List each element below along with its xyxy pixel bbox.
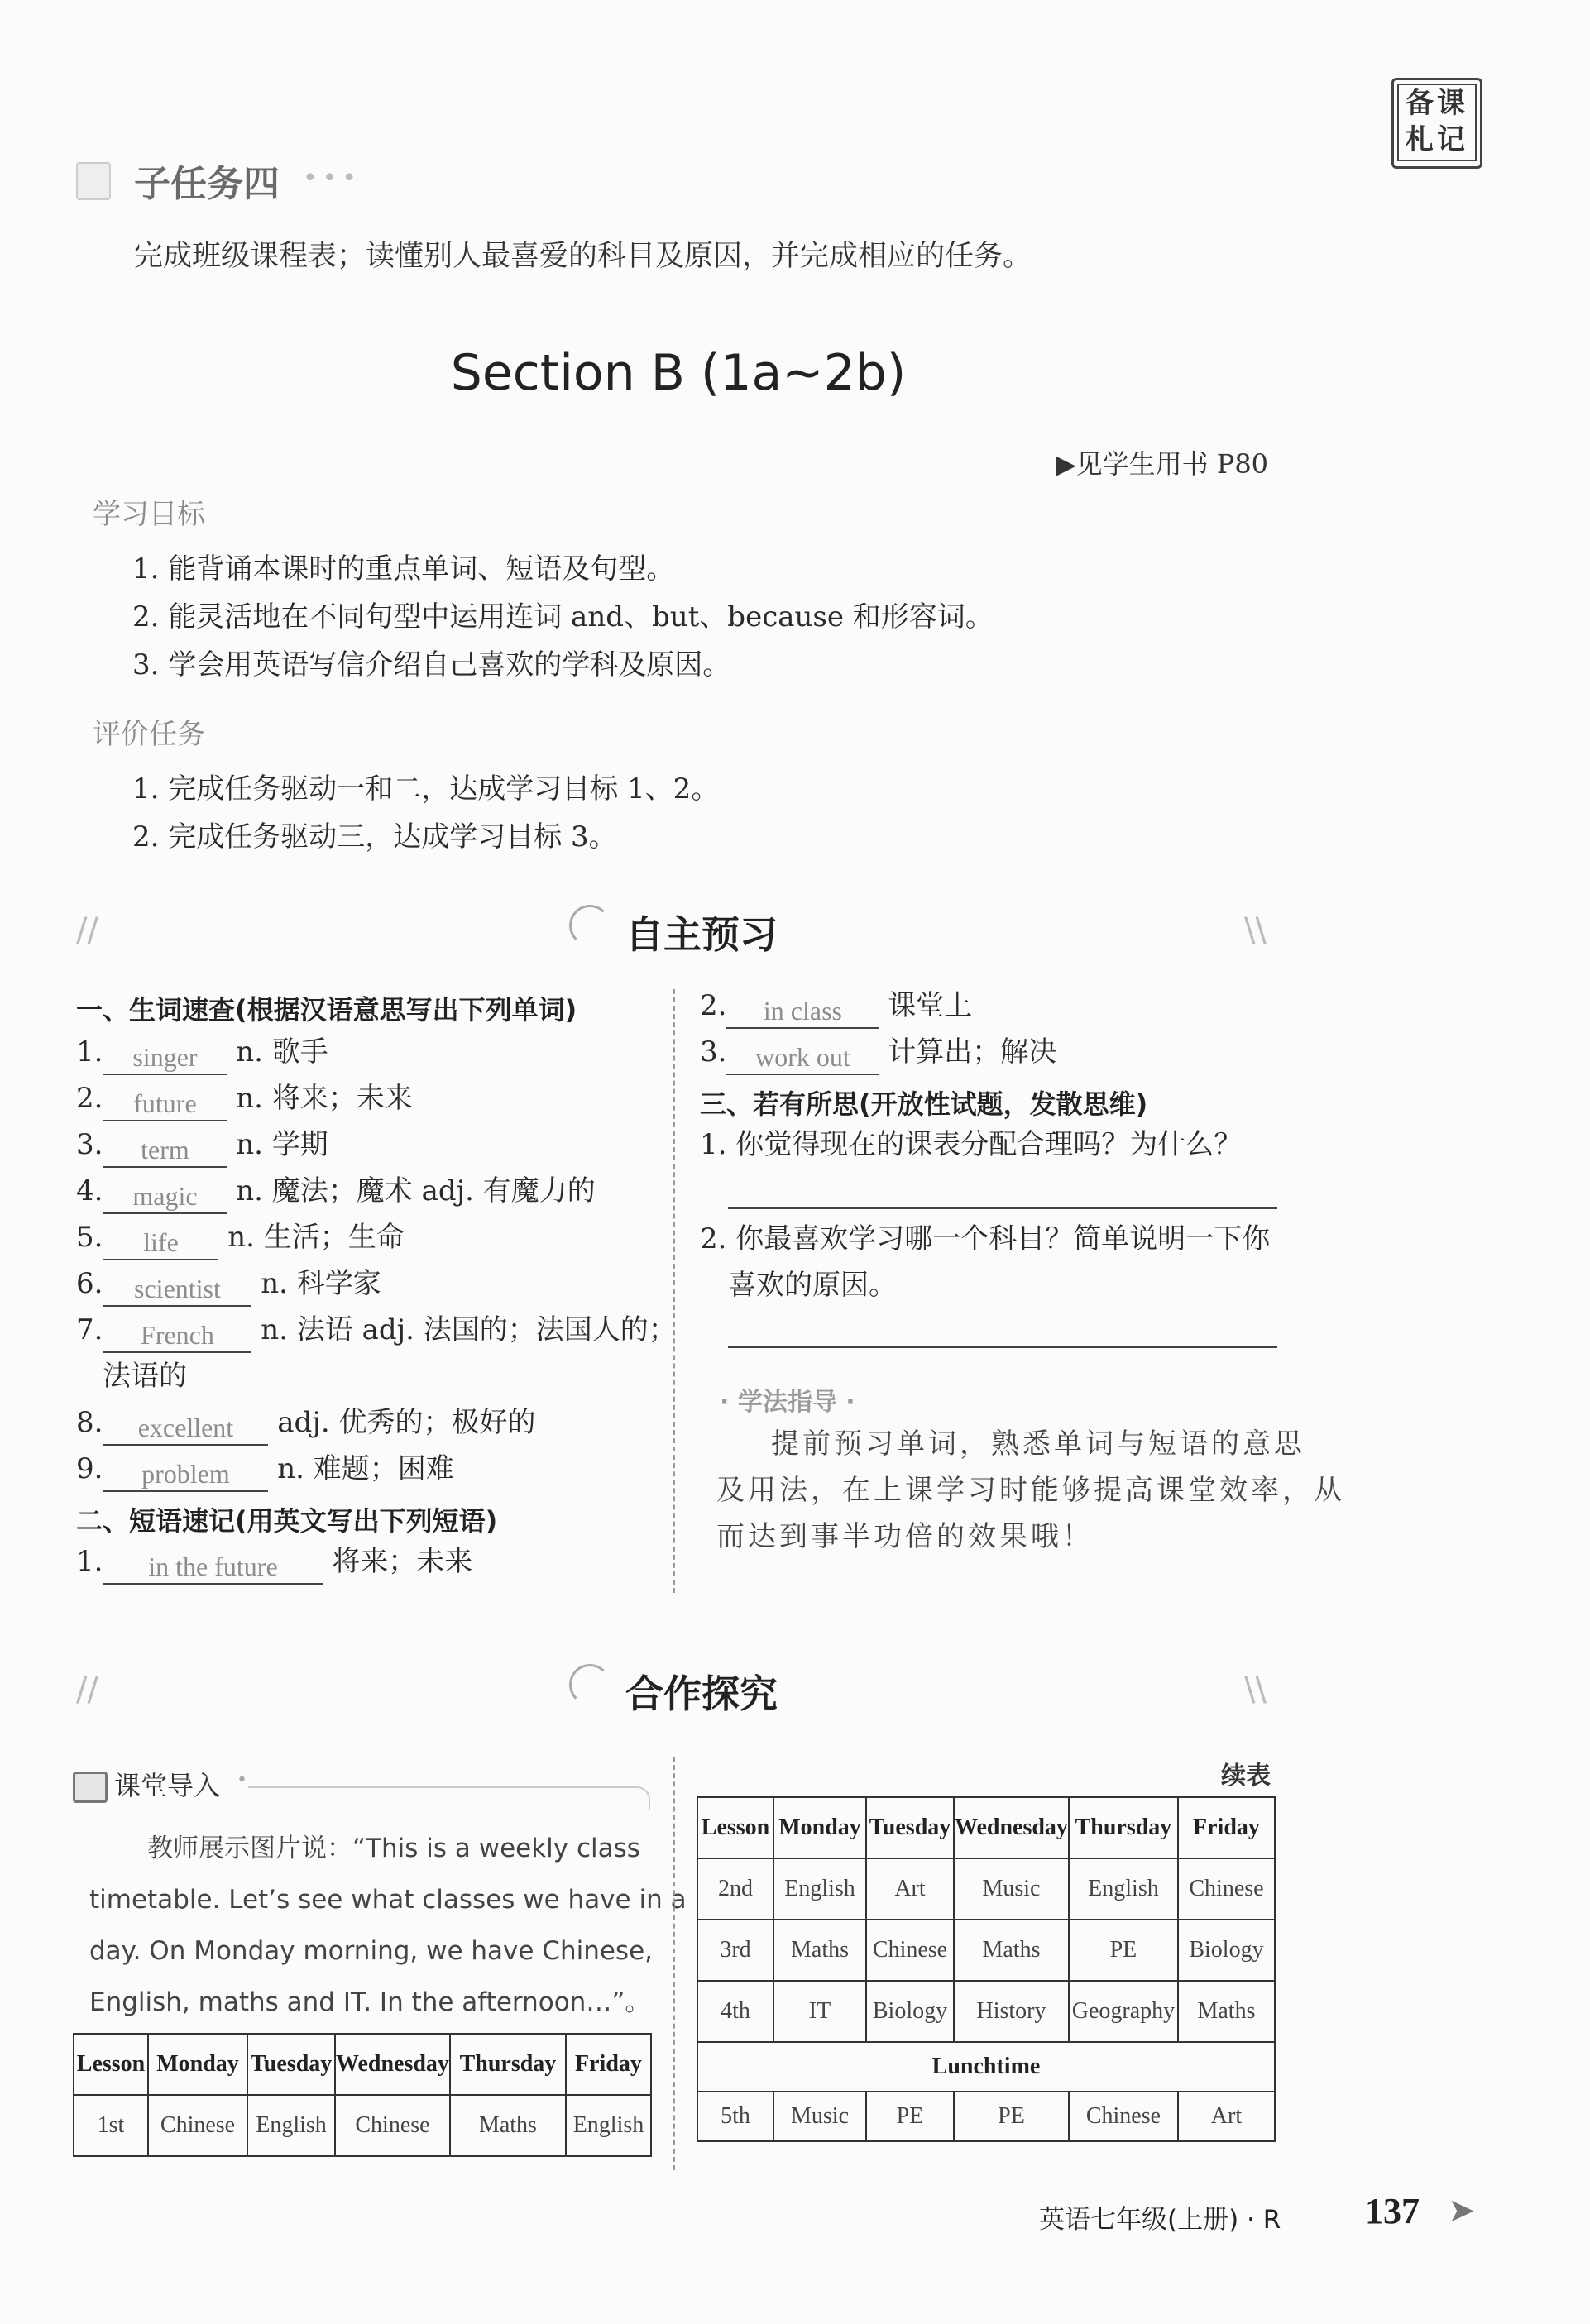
word7-continuation: 法语的 <box>103 1360 187 1393</box>
question-2-cont: 喜欢的原因。 <box>728 1269 897 1302</box>
intro-title: 课堂导入 <box>114 1770 221 1801</box>
word-num: 3. <box>76 1128 103 1161</box>
table-cell: PE <box>954 2092 1069 2141</box>
table-cell: Geography <box>1069 1981 1178 2042</box>
table-cell: Art <box>1178 2092 1275 2141</box>
left-slash-icon: // <box>76 911 98 949</box>
word-row <box>76 1260 381 1307</box>
table-cell: 2nd <box>697 1858 773 1920</box>
header-wednesday: Wednesday <box>335 2034 450 2095</box>
notes-stamp <box>1391 78 1482 169</box>
intro-line: timetable. Let’s see what classes we have in a <box>89 1885 687 1915</box>
table-cell: 1st <box>74 2095 148 2156</box>
phrase-row <box>700 1029 1056 1075</box>
page-number: 137 <box>1365 2191 1420 2231</box>
table-cell: 5th <box>697 2092 773 2141</box>
column-divider <box>673 1757 675 2170</box>
table-cell: Chinese <box>1178 1858 1275 1920</box>
table-cell: 4th <box>697 1981 773 2042</box>
subtask-desc: 完成班级课程表；读懂别人最喜爱的科目及原因，并完成相应的任务。 <box>134 240 1032 273</box>
eval-1: 1. 完成任务驱动一和二，达成学习目标 1、2。 <box>132 772 720 806</box>
header-monday: Monday <box>773 1797 866 1858</box>
word-row <box>76 1168 596 1214</box>
header-tuesday: Tuesday <box>866 1797 954 1858</box>
word-meaning: adj. 优秀的；极好的 <box>277 1406 536 1439</box>
word-meaning: n. 科学家 <box>261 1267 381 1300</box>
lunch-row <box>697 2042 1275 2092</box>
word-answer: future <box>103 1087 227 1121</box>
word-num: 2. <box>76 1082 103 1115</box>
book-label: 英语七年级(上册) · R <box>1039 2205 1281 2235</box>
answer-line <box>728 1346 1277 1348</box>
table-cell: Maths <box>1178 1981 1275 2042</box>
word-num: 6. <box>76 1267 103 1300</box>
table-row <box>697 1920 1275 1981</box>
subtask-icon <box>76 162 111 200</box>
header-monday: Monday <box>148 2034 247 2095</box>
word-num: 4. <box>76 1174 103 1207</box>
stamp-line-2: 札记 <box>1406 123 1468 156</box>
eval-heading: 评价任务 <box>93 718 205 751</box>
question-2: 2. 你最喜欢学习哪一个科目？简单说明一下你 <box>700 1222 1271 1255</box>
table-cell: English <box>566 2095 651 2156</box>
table-cell: Biology <box>1178 1920 1275 1981</box>
word-answer: excellent <box>103 1411 268 1446</box>
phrase-answer: in class <box>726 994 879 1029</box>
word-answer: French <box>103 1318 251 1353</box>
word-num: 7. <box>76 1313 103 1346</box>
tip-title: · 学法指导 · <box>720 1388 855 1417</box>
table-cell: Chinese <box>148 2095 247 2156</box>
dots-icon: ••• <box>303 164 362 193</box>
word-num: 9. <box>76 1452 103 1485</box>
header-thursday: Thursday <box>1069 1797 1178 1858</box>
table-cell: PE <box>866 2092 954 2141</box>
table-row <box>697 1858 1275 1920</box>
part2-title: 二、短语速记(用英文写出下列短语) <box>76 1505 498 1537</box>
table-cell: 3rd <box>697 1920 773 1981</box>
subtask-title: 子任务四 <box>134 163 280 205</box>
intro-line: day. On Monday morning, we have Chinese, <box>89 1936 654 1966</box>
table-row <box>697 1981 1275 2042</box>
word-row <box>76 1029 328 1075</box>
word-answer: singer <box>103 1040 227 1075</box>
table-cell: PE <box>1069 1920 1178 1981</box>
intro-icon <box>73 1772 108 1803</box>
header-thursday: Thursday <box>450 2034 566 2095</box>
table-cell: Music <box>954 1858 1069 1920</box>
table-cell: Maths <box>450 2095 566 2156</box>
goal-2: 2. 能灵活地在不同句型中运用连词 and、but、because 和形容词。 <box>132 600 994 634</box>
table-cell: Art <box>866 1858 954 1920</box>
student-book-ref <box>1056 443 1268 481</box>
table-cell: Maths <box>954 1920 1069 1981</box>
word-meaning: n. 难题；困难 <box>277 1452 454 1485</box>
header-tuesday: Tuesday <box>247 2034 335 2095</box>
table-row <box>74 2095 651 2156</box>
table-cell: Biology <box>866 1981 954 2042</box>
word-meaning: n. 将来；未来 <box>236 1082 413 1115</box>
table-cell: Chinese <box>335 2095 450 2156</box>
ref-text: 见学生用书 P80 <box>1075 448 1269 480</box>
right-slash-icon: \\ <box>1244 911 1267 949</box>
part3-title: 三、若有所思(开放性试题，发散思维) <box>700 1088 1148 1120</box>
word-num: 1. <box>76 1035 103 1069</box>
answer-line <box>728 1207 1277 1209</box>
timetable-part-2 <box>697 1796 1276 2142</box>
left-slash-icon: // <box>76 1671 98 1709</box>
phrase-row <box>76 1538 472 1585</box>
coop-title: 合作探究 <box>625 1671 778 1716</box>
swirl-icon <box>569 905 611 946</box>
tip-line: 提前预习单词，熟悉单词与短语的意思 <box>771 1427 1305 1461</box>
stamp-line-1: 备课 <box>1406 87 1468 120</box>
table-cell: Chinese <box>1069 2092 1178 2141</box>
phrase-num: 3. <box>700 1035 727 1069</box>
word-row <box>76 1121 328 1168</box>
tip-line: 及用法，在上课学习时能够提高课堂效率，从 <box>716 1474 1345 1507</box>
part1-title: 一、生词速查(根据汉语意思写出下列单词) <box>76 994 577 1026</box>
swirl-icon <box>569 1664 611 1705</box>
table-header-row <box>74 2034 651 2095</box>
header-lesson: Lesson <box>697 1797 773 1858</box>
intro-line: 教师展示图片说：“This is a weekly class <box>147 1834 640 1863</box>
word-answer: scientist <box>103 1272 251 1307</box>
table-cell: Maths <box>773 1920 866 1981</box>
goal-3: 3. 学会用英语写信介绍自己喜欢的学科及原因。 <box>132 648 731 681</box>
table-cell: Music <box>773 2092 866 2141</box>
table-cell: Chinese <box>866 1920 954 1981</box>
table-cell: English <box>1069 1858 1178 1920</box>
word-answer: problem <box>103 1457 268 1492</box>
lunchtime-cell: Lunchtime <box>697 2042 1275 2092</box>
word-meaning: n. 法语 adj. 法国的；法国人的； <box>261 1313 677 1346</box>
tip-line: 而达到事半功倍的效果哦！ <box>716 1520 1094 1553</box>
word-row <box>76 1446 454 1492</box>
continued-label: 续表 <box>1221 1762 1271 1791</box>
goal-1: 1. 能背诵本课时的重点单词、短语及句型。 <box>132 552 675 586</box>
dot-icon: • <box>237 1770 247 1791</box>
header-friday: Friday <box>1178 1797 1275 1858</box>
intro-line: English, maths and IT. In the afternoon…”。 <box>89 1987 651 2017</box>
word-meaning: n. 歌手 <box>236 1035 328 1069</box>
table-cell: English <box>773 1858 866 1920</box>
eval-2: 2. 完成任务驱动三，达成学习目标 3。 <box>132 820 617 854</box>
phrase-num: 1. <box>76 1545 103 1578</box>
section-title: Section B (1a~2b) <box>450 344 907 402</box>
column-divider <box>673 989 675 1593</box>
word-row <box>76 1214 405 1260</box>
word-meaning: n. 魔法；魔术 adj. 有魔力的 <box>236 1174 596 1207</box>
word-row <box>76 1399 535 1446</box>
right-slash-icon: \\ <box>1244 1671 1267 1709</box>
phrase-meaning: 将来；未来 <box>332 1545 473 1578</box>
preview-title: 自主预习 <box>625 912 778 957</box>
word-answer: life <box>103 1226 218 1260</box>
table-cell: English <box>247 2095 335 2156</box>
arrow-icon: ➤ <box>1448 2192 1476 2230</box>
word-meaning: n. 生活；生命 <box>227 1221 405 1254</box>
phrase-meaning: 计算出；解决 <box>888 1035 1057 1069</box>
phrase-answer: in the future <box>103 1550 323 1585</box>
header-lesson: Lesson <box>74 2034 148 2095</box>
goals-heading: 学习目标 <box>93 498 205 531</box>
table-cell: IT <box>773 1981 866 2042</box>
header-wednesday: Wednesday <box>954 1797 1069 1858</box>
phrase-num: 2. <box>700 989 727 1022</box>
phrase-meaning: 课堂上 <box>888 989 973 1022</box>
word-num: 5. <box>76 1221 103 1254</box>
word-row <box>76 1075 413 1121</box>
phrase-row <box>700 983 972 1029</box>
question-1: 1. 你觉得现在的课表分配合理吗？为什么？ <box>700 1128 1243 1161</box>
word-answer: term <box>103 1133 227 1168</box>
word-meaning: n. 学期 <box>236 1128 328 1161</box>
phrase-answer: work out <box>726 1040 879 1075</box>
word-answer: magic <box>103 1179 227 1214</box>
word-row <box>76 1307 677 1353</box>
timetable-part-1 <box>73 2033 652 2157</box>
header-friday: Friday <box>566 2034 651 2095</box>
table-row <box>697 2092 1275 2141</box>
table-header-row <box>697 1797 1275 1858</box>
intro-frame <box>248 1786 650 1810</box>
word-num: 8. <box>76 1406 103 1439</box>
triangle-icon: ▶ <box>1056 448 1076 480</box>
table-cell: History <box>954 1981 1069 2042</box>
